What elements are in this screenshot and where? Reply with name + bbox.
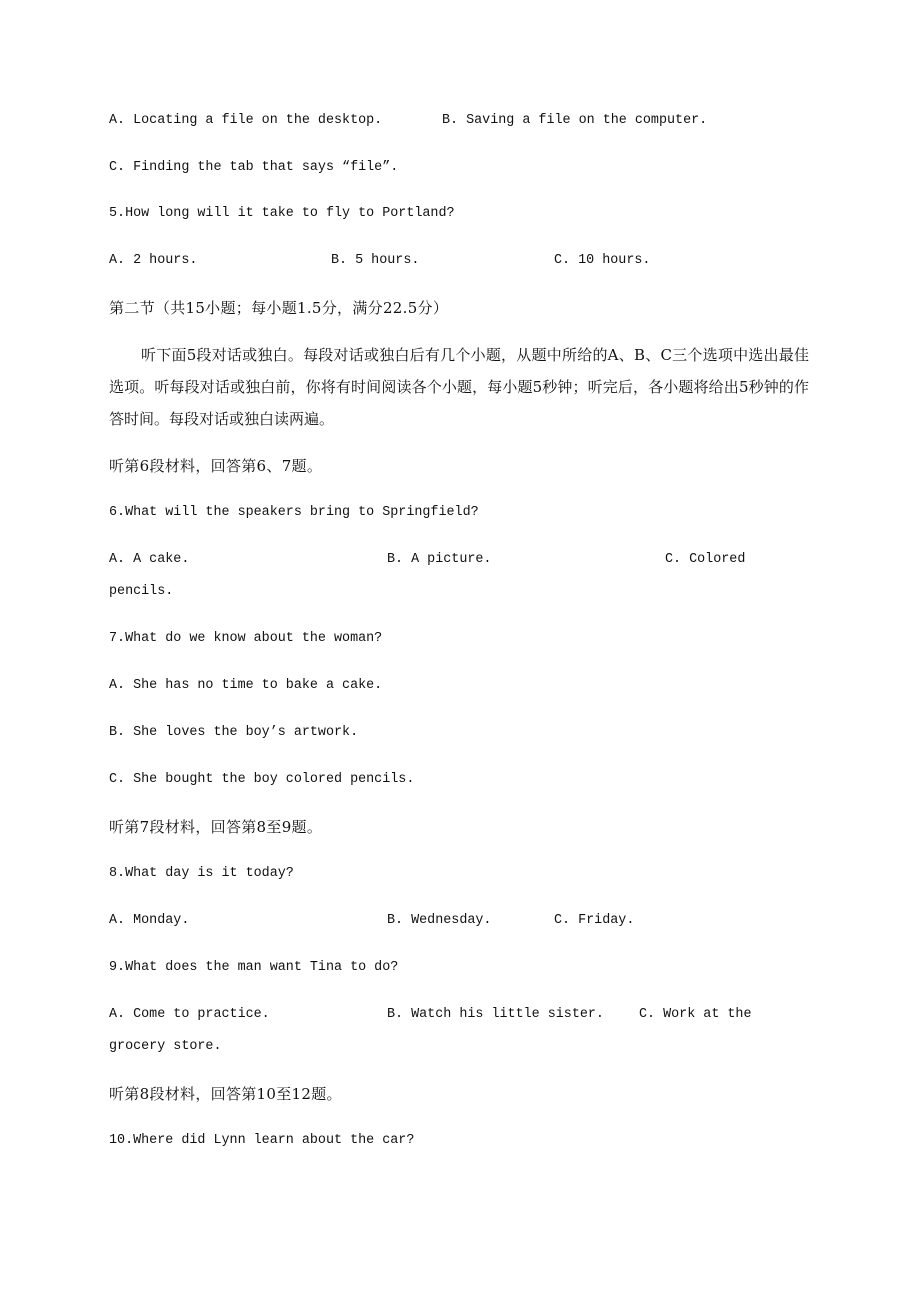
section-instructions: 听下面5段对话或独白。每段对话或独白后有几个小题，从题中所给的A、B、C三个选项中选出最佳选项。听每段对话或独白前，你将有时间阅读各个小题，每小题5秒钟；听完后，各小题将给出5秒钟的作答时间。每段对话或独白读两遍。	[109, 346, 809, 428]
q6-option-c-cont: pencils.	[109, 584, 174, 599]
q9-option-c-cont: grocery store.	[109, 1039, 222, 1054]
q7-option-c: C. She bought the boy colored pencils.	[109, 772, 415, 787]
q9-option-a: A. Come to practice.	[109, 1007, 270, 1022]
q9-question: 9.What does the man want Tina to do?	[109, 960, 399, 975]
q5-option-a: A. 2 hours.	[109, 253, 198, 268]
q6-question: 6.What will the speakers bring to Springfield?	[109, 505, 479, 520]
q4-option-b: B. Saving a file on the computer.	[442, 113, 708, 128]
q5-option-c: C. 10 hours.	[554, 253, 651, 268]
q9-option-b: B. Watch his little sister.	[387, 1007, 604, 1022]
q6-option-b: B. A picture.	[387, 552, 492, 567]
q9-option-c: C. Work at the	[639, 1007, 752, 1022]
q7-question: 7.What do we know about the woman?	[109, 631, 383, 646]
q8-option-a: A. Monday.	[109, 913, 190, 928]
q6-option-a: A. A cake.	[109, 552, 190, 567]
q8-option-b: B. Wednesday.	[387, 913, 492, 928]
q5-option-b: B. 5 hours.	[331, 253, 420, 268]
section-heading: 第二节（共15小题；每小题1.5分，满分22.5分）	[109, 299, 449, 317]
q8-option-c: C. Friday.	[554, 913, 635, 928]
part6-label: 听第6段材料，回答第6、7题。	[109, 457, 323, 475]
q4-option-c: C. Finding the tab that says “file”.	[109, 160, 399, 175]
q7-option-a: A. She has no time to bake a cake.	[109, 678, 383, 693]
q5-question: 5.How long will it take to fly to Portland?	[109, 206, 455, 221]
q4-option-a: A. Locating a file on the desktop.	[109, 113, 383, 128]
q7-option-b: B. She loves the boy’s artwork.	[109, 725, 359, 740]
part8-label: 听第8段材料，回答第10至12题。	[109, 1085, 342, 1103]
q6-option-c: C. Colored	[665, 552, 746, 567]
part7-label: 听第7段材料，回答第8至9题。	[109, 818, 323, 836]
q8-question: 8.What day is it today?	[109, 866, 294, 881]
q10-question: 10.Where did Lynn learn about the car?	[109, 1133, 415, 1148]
